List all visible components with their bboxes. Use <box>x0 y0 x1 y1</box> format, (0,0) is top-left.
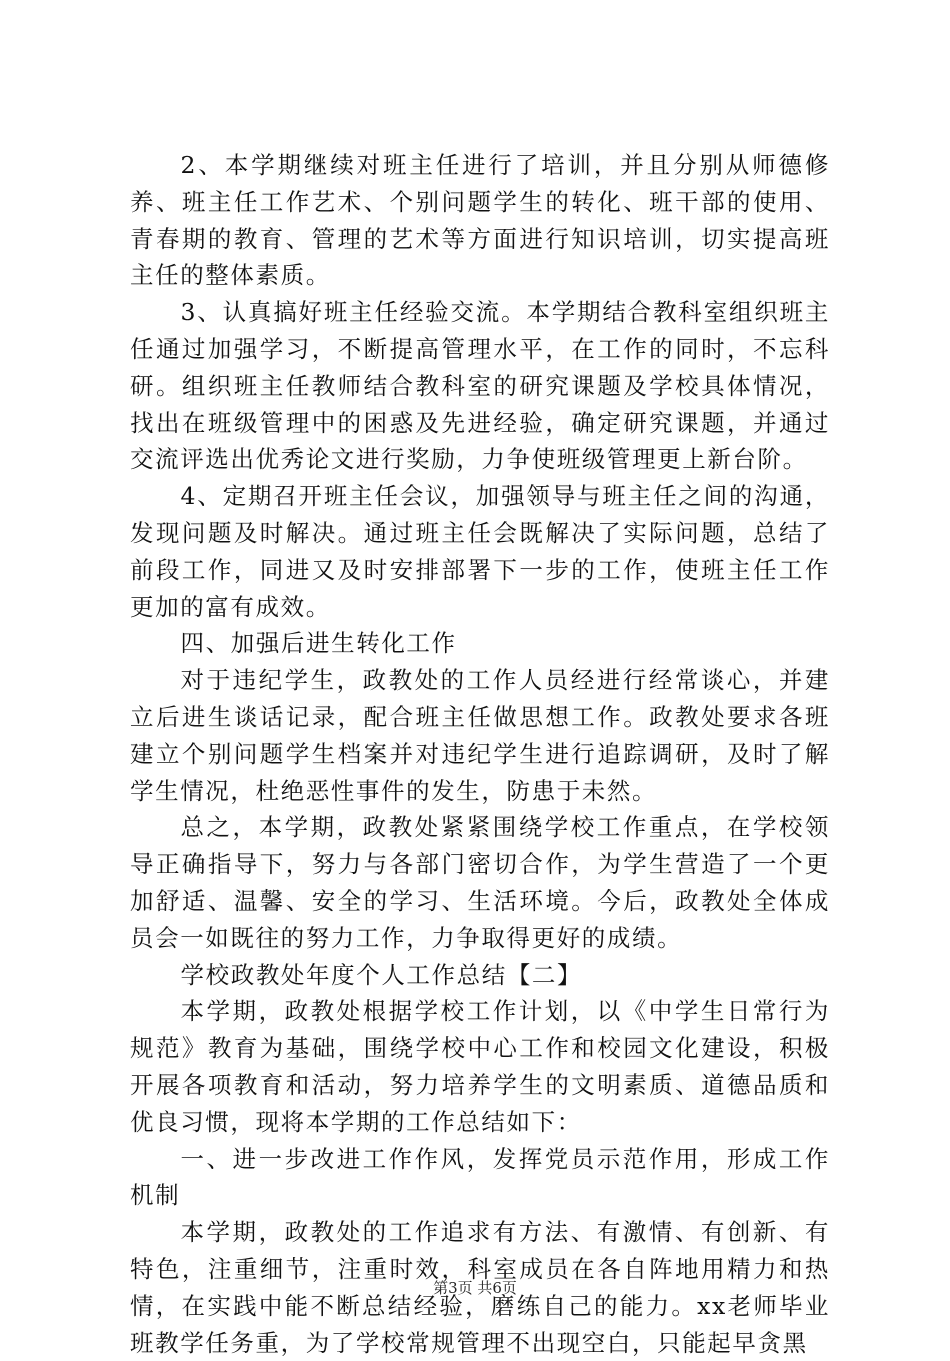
document-body <box>130 147 830 1361</box>
paragraph: 本学期，政教处的工作追求有方法、有激情、有创新、有特色，注重细节，注重时效，科室成员在各自阵地用精力和热情，在实践中能不断总结经验，磨练自己的能力。xx老师毕业班教学任务重，为了学校常规管理不出现空白，只能起早贪黑 <box>130 1218 830 1357</box>
paragraph: 2、本学期继续对班主任进行了培训，并且分别从师德修养、班主任工作艺术、个别问题学生的转化、班干部的使用、青春期的教育、管理的艺术等方面进行知识培训，切实提高班主任的整体素质。 <box>130 151 830 290</box>
paragraph: 总之，本学期，政教处紧紧围绕学校工作重点，在学校领导正确指导下，努力与各部门密切合作，为学生营造了一个更加舒适、温馨、安全的学习、生活环境。今后，政教处全体成员会一如既往的努力工作，力争取得更好的成绩。 <box>130 813 830 952</box>
paragraph: 本学期，政教处根据学校工作计划，以《中学生日常行为规范》教育为基础，围绕学校中心工作和校园文化建设，积极开展各项教育和活动，努力培养学生的文明素质、道德品质和优良习惯，现将本学期的工作总结如下： <box>130 997 830 1136</box>
paragraph: 对于违纪学生，政教处的工作人员经进行经常谈心，并建立后进生谈话记录，配合班主任做思想工作。政教处要求各班建立个别问题学生档案并对违纪学生进行追踪调研，及时了解学生情况，杜绝恶性事件的发生，防患于未然。 <box>130 666 830 805</box>
section-heading: 一、进一步改进工作作风，发挥党员示范作用，形成工作机制 <box>130 1144 830 1210</box>
document-title: 学校政教处年度个人工作总结【二】 <box>180 960 583 989</box>
section-heading: 四、加强后进生转化工作 <box>180 629 457 658</box>
paragraph: 4、定期召开班主任会议，加强领导与班主任之间的沟通，发现问题及时解决。通过班主任会既解决了实际问题，总结了前段工作，同进又及时安排部署下一步的工作，使班主任工作更加的富有成效。 <box>130 482 830 621</box>
paragraph: 3、认真搞好班主任经验交流。本学期结合教科室组织班主任通过加强学习，不断提高管理水平，在工作的同时，不忘科研。组织班主任教师结合教科室的研究课题及学校具体情况，找出在班级管理中的困惑及先进经验，确定研究课题，并通过交流评选出优秀论文进行奖励，力争使班级管理更上新台阶。 <box>130 298 830 474</box>
page-number: 第3页 共6页 <box>433 1279 517 1297</box>
